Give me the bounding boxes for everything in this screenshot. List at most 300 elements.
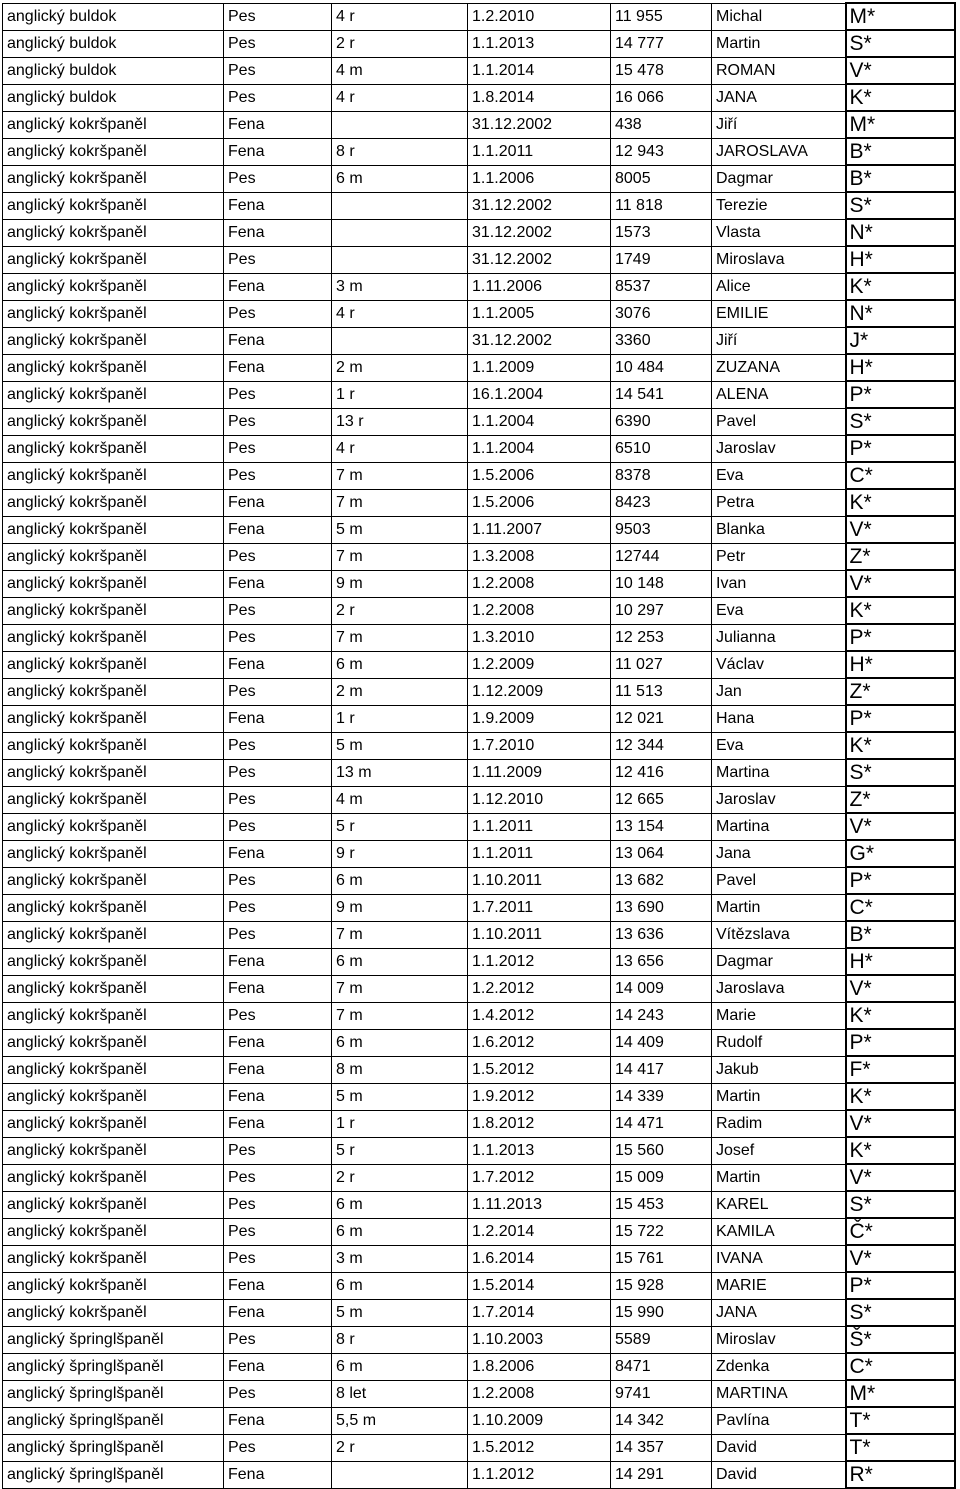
grade-cell: S* xyxy=(846,30,955,57)
date-cell: 16.1.2004 xyxy=(468,381,611,408)
number-cell: 1749 xyxy=(611,246,712,273)
date-cell: 1.2.2010 xyxy=(468,3,611,30)
number-cell: 13 064 xyxy=(611,840,712,867)
age-cell: 6 m xyxy=(332,1191,468,1218)
date-cell: 1.9.2012 xyxy=(468,1083,611,1110)
age-cell: 1 r xyxy=(332,1110,468,1137)
breed-cell: anglický kokršpaněl xyxy=(3,975,224,1002)
name-cell: Marie xyxy=(712,1002,846,1029)
grade-cell: S* xyxy=(846,1299,955,1326)
name-cell: Terezie xyxy=(712,192,846,219)
sex-cell: Pes xyxy=(224,1164,332,1191)
number-cell: 14 009 xyxy=(611,975,712,1002)
breed-cell: anglický kokršpaněl xyxy=(3,570,224,597)
name-cell: MARTINA xyxy=(712,1380,846,1407)
table-row xyxy=(3,30,955,57)
grade-cell: M* xyxy=(846,3,955,30)
age-cell: 5 m xyxy=(332,1083,468,1110)
age-cell: 1 r xyxy=(332,705,468,732)
grade-cell: K* xyxy=(846,273,955,300)
date-cell: 1.1.2004 xyxy=(468,408,611,435)
age-cell xyxy=(332,192,468,219)
sex-cell: Pes xyxy=(224,1434,332,1461)
date-cell: 1.12.2009 xyxy=(468,678,611,705)
name-cell: Alice xyxy=(712,273,846,300)
sex-cell: Fena xyxy=(224,651,332,678)
name-cell: Martina xyxy=(712,759,846,786)
table-row xyxy=(3,219,955,246)
date-cell: 1.11.2013 xyxy=(468,1191,611,1218)
number-cell: 14 291 xyxy=(611,1461,712,1488)
grade-cell: K* xyxy=(846,84,955,111)
number-cell: 14 339 xyxy=(611,1083,712,1110)
breed-cell: anglický kokršpaněl xyxy=(3,705,224,732)
grade-cell: P* xyxy=(846,1029,955,1056)
age-cell: 13 r xyxy=(332,408,468,435)
grade-cell: B* xyxy=(846,138,955,165)
breed-cell: anglický kokršpaněl xyxy=(3,813,224,840)
table-row xyxy=(3,3,955,30)
age-cell: 4 r xyxy=(332,300,468,327)
grade-cell: C* xyxy=(846,1353,955,1380)
number-cell: 15 761 xyxy=(611,1245,712,1272)
breed-cell: anglický kokršpaněl xyxy=(3,408,224,435)
grade-cell: M* xyxy=(846,1380,955,1407)
date-cell: 1.3.2010 xyxy=(468,624,611,651)
sex-cell: Pes xyxy=(224,462,332,489)
sex-cell: Pes xyxy=(224,678,332,705)
table-row xyxy=(3,867,955,894)
sex-cell: Fena xyxy=(224,516,332,543)
sex-cell: Fena xyxy=(224,1299,332,1326)
date-cell: 1.11.2009 xyxy=(468,759,611,786)
breed-cell: anglický buldok xyxy=(3,57,224,84)
age-cell xyxy=(332,111,468,138)
grade-cell: V* xyxy=(846,516,955,543)
breed-cell: anglický kokršpaněl xyxy=(3,435,224,462)
sex-cell: Pes xyxy=(224,246,332,273)
number-cell: 9741 xyxy=(611,1380,712,1407)
age-cell: 6 m xyxy=(332,1353,468,1380)
date-cell: 1.10.2003 xyxy=(468,1326,611,1353)
name-cell: Vítězslava xyxy=(712,921,846,948)
name-cell: Petr xyxy=(712,543,846,570)
age-cell: 7 m xyxy=(332,489,468,516)
breed-cell: anglický kokršpaněl xyxy=(3,246,224,273)
number-cell: 438 xyxy=(611,111,712,138)
table-row xyxy=(3,165,955,192)
sex-cell: Fena xyxy=(224,1461,332,1488)
date-cell: 1.5.2006 xyxy=(468,489,611,516)
date-cell: 1.1.2011 xyxy=(468,813,611,840)
number-cell: 8005 xyxy=(611,165,712,192)
name-cell: David xyxy=(712,1434,846,1461)
name-cell: Zdenka xyxy=(712,1353,846,1380)
age-cell: 3 m xyxy=(332,1245,468,1272)
grade-cell: T* xyxy=(846,1407,955,1434)
name-cell: Eva xyxy=(712,597,846,624)
date-cell: 31.12.2002 xyxy=(468,192,611,219)
table-row xyxy=(3,273,955,300)
sex-cell: Pes xyxy=(224,1326,332,1353)
table-row xyxy=(3,1083,955,1110)
name-cell: Josef xyxy=(712,1137,846,1164)
sex-cell: Fena xyxy=(224,489,332,516)
name-cell: Martin xyxy=(712,894,846,921)
grade-cell: P* xyxy=(846,1272,955,1299)
table-row xyxy=(3,246,955,273)
name-cell: Jiří xyxy=(712,327,846,354)
age-cell: 6 m xyxy=(332,165,468,192)
grade-cell: K* xyxy=(846,732,955,759)
breed-cell: anglický kokršpaněl xyxy=(3,300,224,327)
date-cell: 1.1.2004 xyxy=(468,435,611,462)
name-cell: JANA xyxy=(712,84,846,111)
table-row xyxy=(3,381,955,408)
name-cell: Dagmar xyxy=(712,165,846,192)
name-cell: Martin xyxy=(712,1164,846,1191)
breed-cell: anglický kokršpaněl xyxy=(3,1137,224,1164)
age-cell: 5 r xyxy=(332,813,468,840)
breed-cell: anglický špringlšpaněl xyxy=(3,1407,224,1434)
table-row xyxy=(3,516,955,543)
name-cell: Petra xyxy=(712,489,846,516)
date-cell: 1.6.2012 xyxy=(468,1029,611,1056)
table-row xyxy=(3,840,955,867)
breed-cell: anglický kokršpaněl xyxy=(3,138,224,165)
age-cell: 4 r xyxy=(332,3,468,30)
table-row xyxy=(3,1407,955,1434)
age-cell: 6 m xyxy=(332,1218,468,1245)
sex-cell: Pes xyxy=(224,624,332,651)
date-cell: 1.1.2012 xyxy=(468,948,611,975)
date-cell: 1.10.2009 xyxy=(468,1407,611,1434)
table-row xyxy=(3,1245,955,1272)
grade-cell: Z* xyxy=(846,786,955,813)
name-cell: Eva xyxy=(712,732,846,759)
table-row xyxy=(3,759,955,786)
grade-cell: N* xyxy=(846,219,955,246)
breed-cell: anglický kokršpaněl xyxy=(3,354,224,381)
name-cell: Jan xyxy=(712,678,846,705)
age-cell: 7 m xyxy=(332,975,468,1002)
grade-cell: H* xyxy=(846,246,955,273)
name-cell: Rudolf xyxy=(712,1029,846,1056)
breed-cell: anglický kokršpaněl xyxy=(3,1029,224,1056)
number-cell: 14 777 xyxy=(611,30,712,57)
breed-cell: anglický kokršpaněl xyxy=(3,1218,224,1245)
name-cell: Martina xyxy=(712,813,846,840)
sex-cell: Pes xyxy=(224,57,332,84)
sex-cell: Fena xyxy=(224,1110,332,1137)
name-cell: JANA xyxy=(712,1299,846,1326)
name-cell: Miroslava xyxy=(712,246,846,273)
date-cell: 1.10.2011 xyxy=(468,921,611,948)
number-cell: 8471 xyxy=(611,1353,712,1380)
age-cell xyxy=(332,219,468,246)
grade-cell: P* xyxy=(846,867,955,894)
name-cell: ALENA xyxy=(712,381,846,408)
table-row xyxy=(3,570,955,597)
sex-cell: Pes xyxy=(224,408,332,435)
sex-cell: Fena xyxy=(224,1353,332,1380)
age-cell: 2 m xyxy=(332,678,468,705)
age-cell: 5 m xyxy=(332,732,468,759)
date-cell: 31.12.2002 xyxy=(468,327,611,354)
name-cell: Jaroslav xyxy=(712,435,846,462)
date-cell: 1.12.2010 xyxy=(468,786,611,813)
sex-cell: Fena xyxy=(224,570,332,597)
sex-cell: Fena xyxy=(224,948,332,975)
date-cell: 1.1.2011 xyxy=(468,138,611,165)
sex-cell: Pes xyxy=(224,381,332,408)
name-cell: ZUZANA xyxy=(712,354,846,381)
date-cell: 1.7.2010 xyxy=(468,732,611,759)
number-cell: 8378 xyxy=(611,462,712,489)
number-cell: 11 818 xyxy=(611,192,712,219)
table-row xyxy=(3,1218,955,1245)
breed-cell: anglický kokršpaněl xyxy=(3,381,224,408)
number-cell: 6390 xyxy=(611,408,712,435)
age-cell: 2 m xyxy=(332,354,468,381)
age-cell: 13 m xyxy=(332,759,468,786)
name-cell: Jakub xyxy=(712,1056,846,1083)
sex-cell: Pes xyxy=(224,759,332,786)
date-cell: 1.5.2012 xyxy=(468,1434,611,1461)
grade-cell: H* xyxy=(846,948,955,975)
age-cell: 8 let xyxy=(332,1380,468,1407)
date-cell: 31.12.2002 xyxy=(468,111,611,138)
sex-cell: Pes xyxy=(224,813,332,840)
table-row xyxy=(3,705,955,732)
date-cell: 31.12.2002 xyxy=(468,219,611,246)
sex-cell: Fena xyxy=(224,975,332,1002)
name-cell: MARIE xyxy=(712,1272,846,1299)
sex-cell: Pes xyxy=(224,3,332,30)
grade-cell: S* xyxy=(846,759,955,786)
date-cell: 1.1.2013 xyxy=(468,30,611,57)
breed-cell: anglický kokršpaněl xyxy=(3,1056,224,1083)
date-cell: 1.7.2012 xyxy=(468,1164,611,1191)
age-cell: 8 r xyxy=(332,138,468,165)
date-cell: 1.8.2012 xyxy=(468,1110,611,1137)
age-cell: 6 m xyxy=(332,867,468,894)
grade-cell: P* xyxy=(846,435,955,462)
number-cell: 8537 xyxy=(611,273,712,300)
grade-cell: V* xyxy=(846,570,955,597)
number-cell: 14 243 xyxy=(611,1002,712,1029)
age-cell: 3 m xyxy=(332,273,468,300)
date-cell: 1.8.2006 xyxy=(468,1353,611,1380)
number-cell: 12 416 xyxy=(611,759,712,786)
age-cell: 2 r xyxy=(332,1434,468,1461)
breed-cell: anglický kokršpaněl xyxy=(3,1083,224,1110)
number-cell: 16 066 xyxy=(611,84,712,111)
table-row xyxy=(3,1434,955,1461)
grade-cell: J* xyxy=(846,327,955,354)
name-cell: EMILIE xyxy=(712,300,846,327)
breed-cell: anglický kokršpaněl xyxy=(3,948,224,975)
breed-cell: anglický kokršpaněl xyxy=(3,273,224,300)
breed-cell: anglický kokršpaněl xyxy=(3,651,224,678)
number-cell: 3076 xyxy=(611,300,712,327)
number-cell: 13 656 xyxy=(611,948,712,975)
breed-cell: anglický kokršpaněl xyxy=(3,1191,224,1218)
number-cell: 12 253 xyxy=(611,624,712,651)
age-cell: 8 m xyxy=(332,1056,468,1083)
grade-cell: H* xyxy=(846,651,955,678)
grade-cell: S* xyxy=(846,1191,955,1218)
age-cell xyxy=(332,246,468,273)
name-cell: Jiří xyxy=(712,111,846,138)
grade-cell: S* xyxy=(846,192,955,219)
number-cell: 15 928 xyxy=(611,1272,712,1299)
sex-cell: Pes xyxy=(224,1002,332,1029)
age-cell xyxy=(332,327,468,354)
date-cell: 1.11.2006 xyxy=(468,273,611,300)
name-cell: Martin xyxy=(712,1083,846,1110)
number-cell: 10 484 xyxy=(611,354,712,381)
breed-cell: anglický kokršpaněl xyxy=(3,327,224,354)
number-cell: 12 665 xyxy=(611,786,712,813)
sex-cell: Pes xyxy=(224,165,332,192)
age-cell: 7 m xyxy=(332,921,468,948)
breed-cell: anglický kokršpaněl xyxy=(3,543,224,570)
date-cell: 1.1.2009 xyxy=(468,354,611,381)
number-cell: 3360 xyxy=(611,327,712,354)
breed-cell: anglický kokršpaněl xyxy=(3,192,224,219)
table-row xyxy=(3,1272,955,1299)
breed-cell: anglický kokršpaněl xyxy=(3,759,224,786)
breed-cell: anglický kokršpaněl xyxy=(3,678,224,705)
age-cell: 1 r xyxy=(332,381,468,408)
table-row xyxy=(3,1164,955,1191)
name-cell: Julianna xyxy=(712,624,846,651)
date-cell: 1.5.2012 xyxy=(468,1056,611,1083)
sex-cell: Pes xyxy=(224,894,332,921)
number-cell: 10 297 xyxy=(611,597,712,624)
age-cell: 5 m xyxy=(332,1299,468,1326)
table-row xyxy=(3,327,955,354)
table-row xyxy=(3,1326,955,1353)
breed-cell: anglický kokršpaněl xyxy=(3,219,224,246)
grade-cell: H* xyxy=(846,354,955,381)
number-cell: 13 636 xyxy=(611,921,712,948)
date-cell: 1.5.2006 xyxy=(468,462,611,489)
age-cell: 4 m xyxy=(332,786,468,813)
name-cell: Jaroslava xyxy=(712,975,846,1002)
grade-cell: V* xyxy=(846,1245,955,1272)
table-row xyxy=(3,624,955,651)
date-cell: 1.7.2014 xyxy=(468,1299,611,1326)
name-cell: David xyxy=(712,1461,846,1488)
date-cell: 1.10.2011 xyxy=(468,867,611,894)
number-cell: 12 021 xyxy=(611,705,712,732)
breed-cell: anglický kokršpaněl xyxy=(3,894,224,921)
number-cell: 15 722 xyxy=(611,1218,712,1245)
sex-cell: Fena xyxy=(224,1029,332,1056)
grade-cell: K* xyxy=(846,1083,955,1110)
sex-cell: Pes xyxy=(224,597,332,624)
sex-cell: Fena xyxy=(224,138,332,165)
age-cell: 2 r xyxy=(332,30,468,57)
sex-cell: Fena xyxy=(224,111,332,138)
grade-cell: Z* xyxy=(846,543,955,570)
date-cell: 1.2.2012 xyxy=(468,975,611,1002)
breed-cell: anglický buldok xyxy=(3,3,224,30)
age-cell: 4 m xyxy=(332,57,468,84)
date-cell: 1.2.2009 xyxy=(468,651,611,678)
grade-cell: C* xyxy=(846,894,955,921)
grade-cell: K* xyxy=(846,489,955,516)
grade-cell: K* xyxy=(846,597,955,624)
breed-cell: anglický kokršpaněl xyxy=(3,1002,224,1029)
grade-cell: G* xyxy=(846,840,955,867)
table-row xyxy=(3,408,955,435)
number-cell: 11 027 xyxy=(611,651,712,678)
breed-cell: anglický kokršpaněl xyxy=(3,489,224,516)
grade-cell: V* xyxy=(846,813,955,840)
table-row xyxy=(3,543,955,570)
grade-cell: V* xyxy=(846,1110,955,1137)
table-row xyxy=(3,489,955,516)
number-cell: 5589 xyxy=(611,1326,712,1353)
sex-cell: Pes xyxy=(224,30,332,57)
date-cell: 1.7.2011 xyxy=(468,894,611,921)
grade-cell: Č* xyxy=(846,1218,955,1245)
date-cell: 1.3.2008 xyxy=(468,543,611,570)
age-cell: 8 r xyxy=(332,1326,468,1353)
table-row xyxy=(3,678,955,705)
name-cell: Pavlína xyxy=(712,1407,846,1434)
grade-cell: S* xyxy=(846,408,955,435)
name-cell: Jana xyxy=(712,840,846,867)
number-cell: 15 478 xyxy=(611,57,712,84)
sex-cell: Fena xyxy=(224,1083,332,1110)
table-row xyxy=(3,921,955,948)
name-cell: IVANA xyxy=(712,1245,846,1272)
age-cell: 7 m xyxy=(332,462,468,489)
table-row xyxy=(3,786,955,813)
table-row xyxy=(3,1110,955,1137)
number-cell: 14 357 xyxy=(611,1434,712,1461)
age-cell: 6 m xyxy=(332,651,468,678)
breed-cell: anglický kokršpaněl xyxy=(3,624,224,651)
age-cell: 9 m xyxy=(332,894,468,921)
number-cell: 11 955 xyxy=(611,3,712,30)
age-cell: 7 m xyxy=(332,543,468,570)
grade-cell: P* xyxy=(846,381,955,408)
grade-cell: Š* xyxy=(846,1326,955,1353)
grade-cell: P* xyxy=(846,624,955,651)
breed-cell: anglický kokršpaněl xyxy=(3,1299,224,1326)
number-cell: 6510 xyxy=(611,435,712,462)
date-cell: 1.2.2008 xyxy=(468,570,611,597)
table-row xyxy=(3,1353,955,1380)
number-cell: 15 560 xyxy=(611,1137,712,1164)
age-cell: 9 r xyxy=(332,840,468,867)
breed-cell: anglický špringlšpaněl xyxy=(3,1380,224,1407)
number-cell: 14 417 xyxy=(611,1056,712,1083)
sex-cell: Pes xyxy=(224,543,332,570)
age-cell: 7 m xyxy=(332,1002,468,1029)
date-cell: 1.2.2008 xyxy=(468,1380,611,1407)
age-cell: 6 m xyxy=(332,948,468,975)
number-cell: 13 690 xyxy=(611,894,712,921)
name-cell: Pavel xyxy=(712,408,846,435)
sex-cell: Pes xyxy=(224,1218,332,1245)
name-cell: Ivan xyxy=(712,570,846,597)
